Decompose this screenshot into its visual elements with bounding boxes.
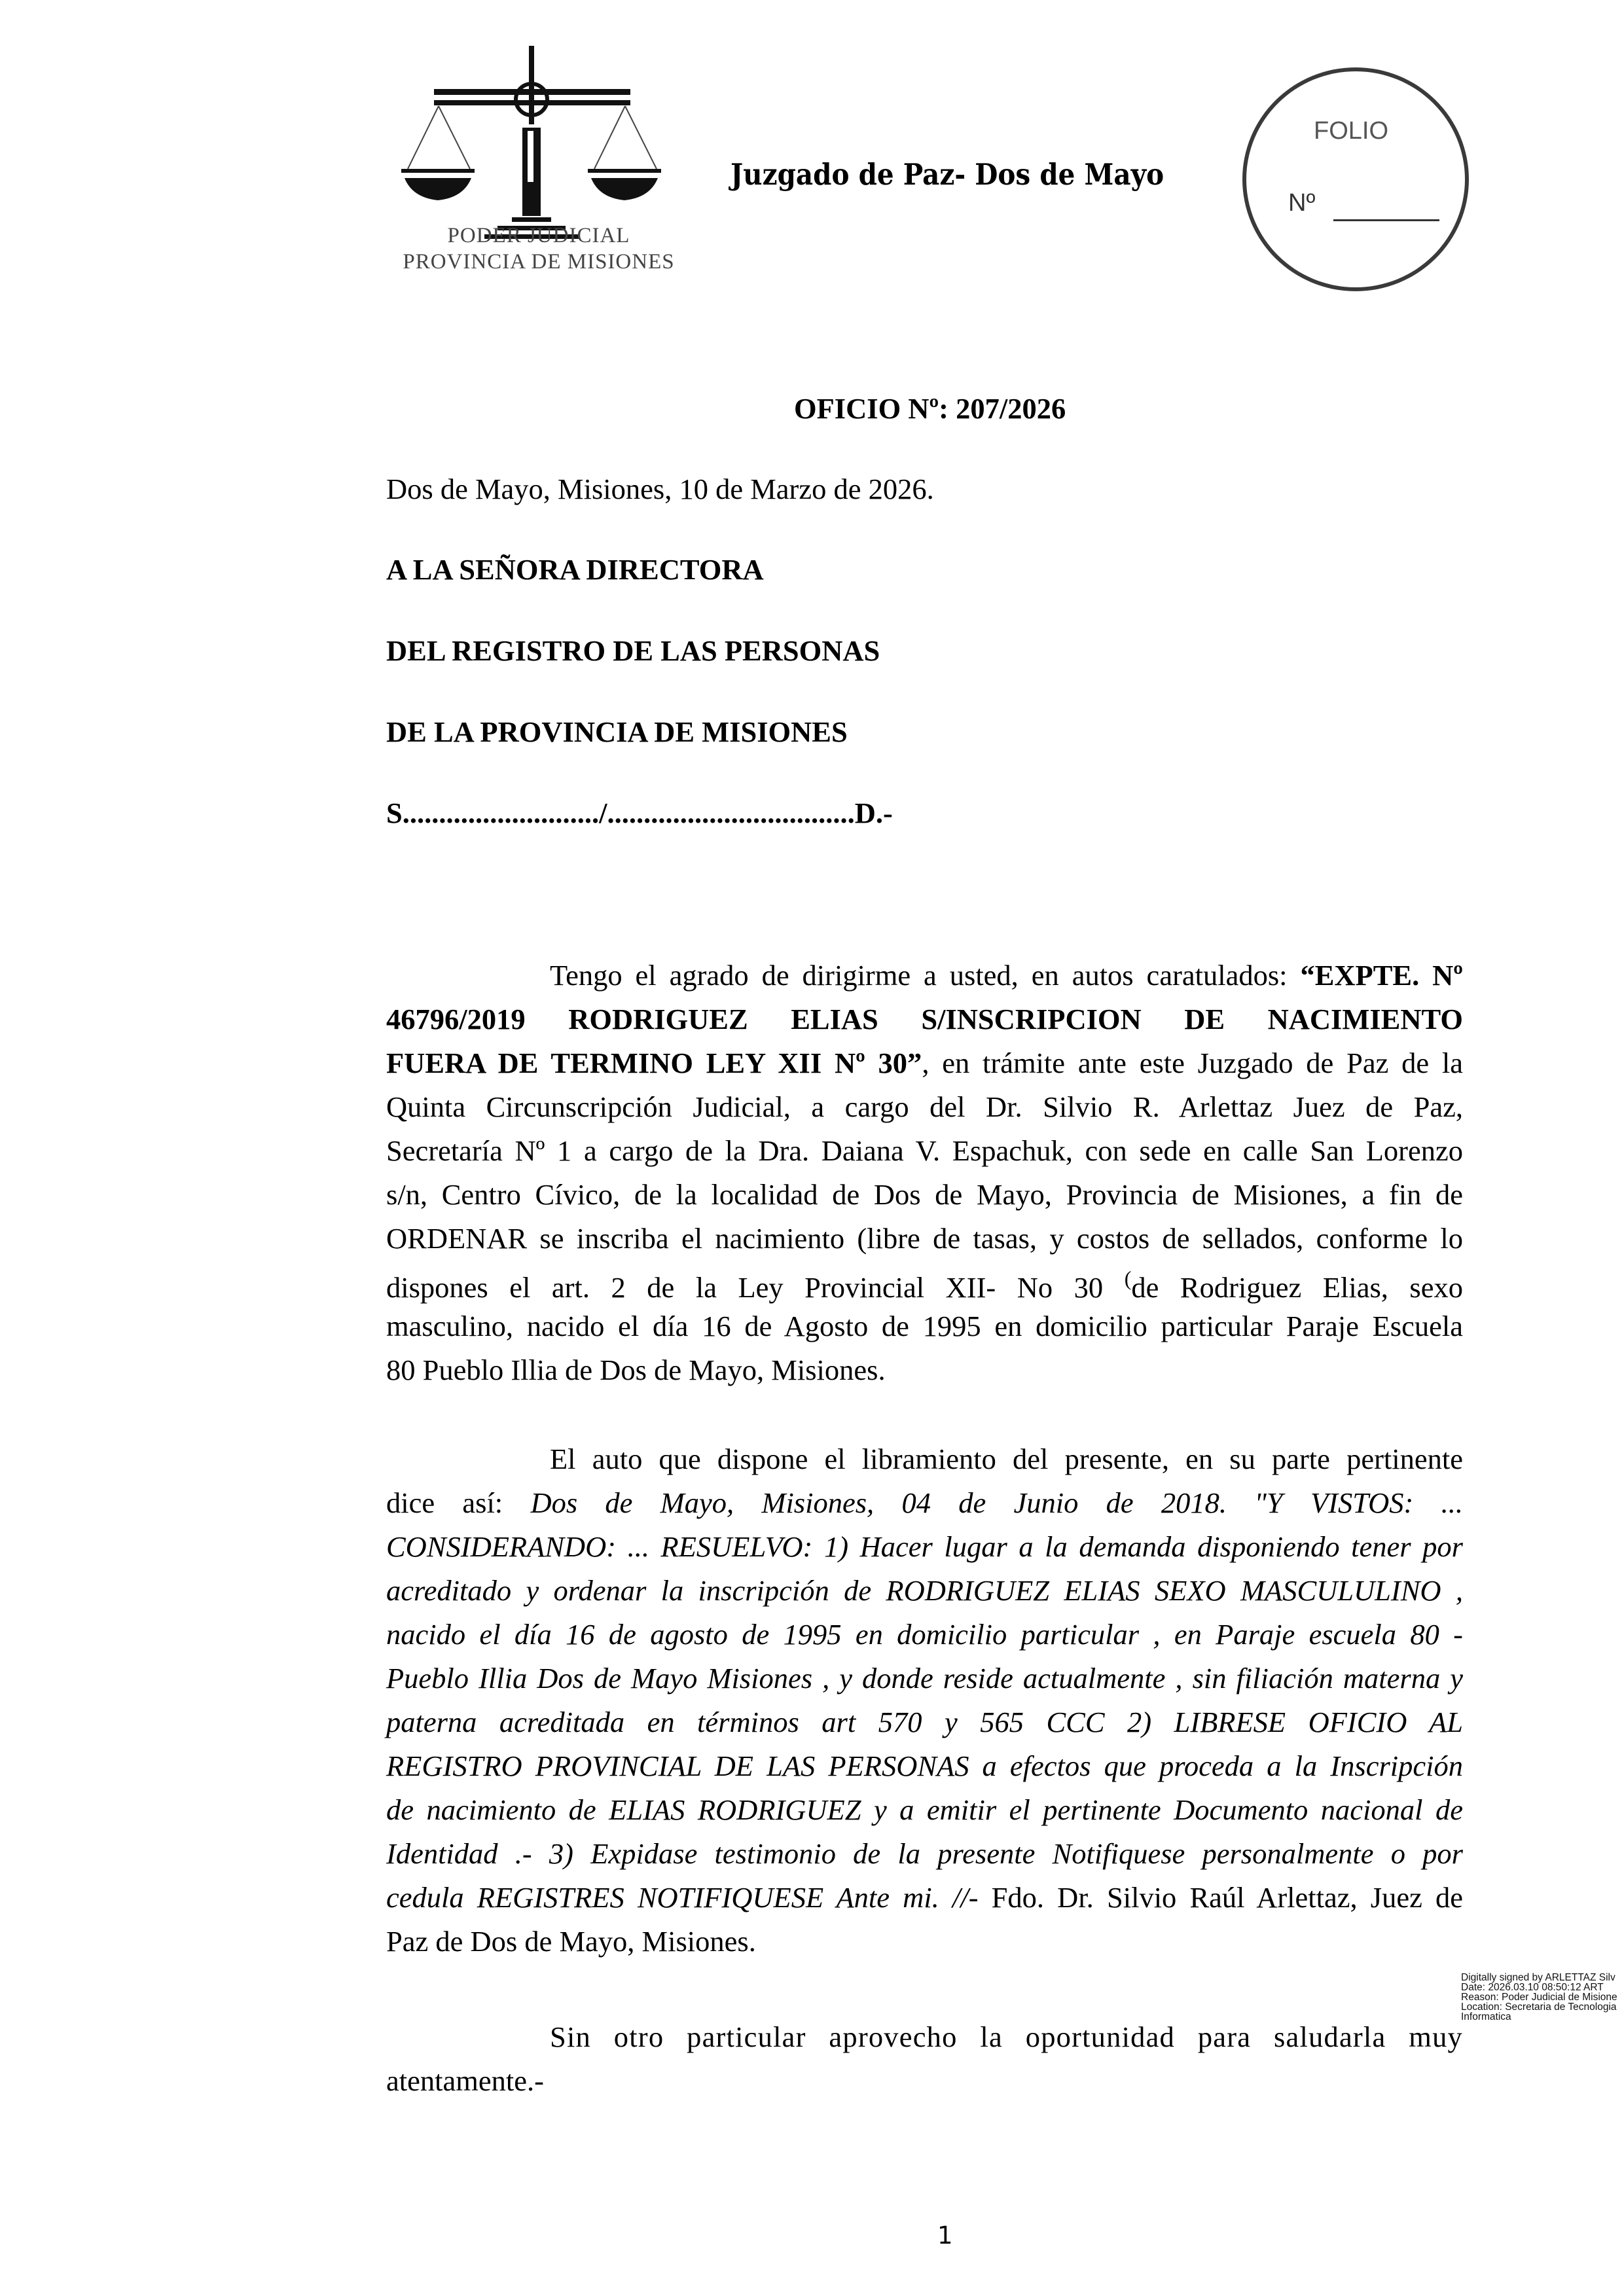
signature-location: Location: Secretaria de Tecnologia [1461,2001,1617,2013]
folio-number-blank [1333,219,1439,221]
paragraph-2-line: paterna acreditada en términos art 570 y 565 CCC 2) LIBRESE OFICIO AL [386,1706,1463,1738]
paragraph-1-line: 46796/2019 RODRIGUEZ ELIAS S/INSCRIPCION DE NACIMIENTO [386,1003,1463,1035]
paragraph-2-line: Pueblo Illia Dos de Mayo Misiones , y donde reside actualmente , sin filiación materna y [386,1662,1463,1695]
signature-signed-by: Digitally signed by ARLETTAZ Silv [1461,1972,1615,1983]
paragraph-1-line: dispones el art. 2 de la Ley Provincial XII- No 30 (de Rodriguez Elias, sexo [386,1266,1463,1304]
salutation-sd: S.........................../..................................D.- [386,797,893,829]
closing-line-2: atentamente.- [386,2064,544,2097]
paragraph-2-line: Identidad .- 3) Expidase testimonio de la presente Notifiquese personalmente o por [386,1837,1463,1870]
folio-number-label: Nº [1288,189,1316,217]
paragraph-1-line: FUERA DE TERMINO LEY XII Nº 30”, en trámite ante este Juzgado de Paz de la [386,1047,1464,1079]
paragraph-2-line: cedula REGISTRES NOTIFIQUESE Ante mi. //- Fdo. Dr. Silvio Raúl Arlettaz, Juez de [386,1881,1463,1914]
paragraph-1-line: ORDENAR se inscriba el nacimiento (libre de tasas, y costos de sellados, conforme lo [386,1222,1463,1255]
paragraph-2-line: acreditado y ordenar la inscripción de RODRIGUEZ ELIAS SEXO MASCULULINO , [386,1574,1463,1607]
paragraph-1-line: 80 Pueblo Illia de Dos de Mayo, Misiones. [386,1354,886,1386]
addressee-line-2: DEL REGISTRO DE LAS PERSONAS [386,634,880,667]
paragraph-2-line: REGISTRO PROVINCIAL DE LAS PERSONAS a efectos que proceda a la Inscripción [386,1749,1463,1782]
paragraph-1-line: Tengo el agrado de dirigirme a usted, en autos caratulados: “EXPTE. Nº [550,959,1463,992]
paragraph-2-line: dice así: Dos de Mayo, Misiones, 04 de Junio de 2018. "Y VISTOS: ... [386,1486,1463,1519]
paragraph-1-line: s/n, Centro Cívico, de la localidad de Dos de Mayo, Provincia de Misiones, a fin de [386,1178,1463,1211]
logo-text-poder-judicial: PODER JUDICIAL [447,224,630,247]
closing-line-1: Sin otro particular aprovecho la oportunidad para saludarla muy [550,2020,1463,2053]
paragraph-2-line: de nacimiento de ELIAS RODRIGUEZ y a emitir el pertinente Documento nacional de [386,1793,1463,1826]
paragraph-1-line: Secretaría Nº 1 a cargo de la Dra. Daiana V. Espachuk, con sede en calle San Lorenzo [386,1134,1463,1167]
place-date: Dos de Mayo, Misiones, 10 de Marzo de 2026. [386,473,934,505]
logo-text-provincia: PROVINCIA DE MISIONES [403,250,675,274]
paragraph-2-line: nacido el día 16 de agosto de 1995 en domicilio particular , en Paraje escuela 80 - [386,1618,1463,1651]
paragraph-1-line: masculino, nacido el día 16 de Agosto de 1995 en domicilio particular Paraje Escuela [386,1310,1463,1342]
folio-stamp [1242,67,1469,291]
oficio-number: OFICIO Nº: 207/2026 [794,392,1066,425]
page-number: 1 [937,2221,953,2250]
expediente-ref: “EXPTE. Nº [1300,959,1463,992]
addressee-line-3: DE LA PROVINCIA DE MISIONES [386,715,848,748]
paragraph-2-line: CONSIDERANDO: ... RESUELVO: 1) Hacer lugar a la demanda disponiendo tener por [386,1530,1463,1563]
court-title: Juzgado de Paz- Dos de Mayo [731,157,1164,192]
digital-signature-block [1461,1973,1617,2022]
signature-reason: Reason: Poder Judicial de Misione [1461,1992,1617,2003]
folio-label: FOLIO [1313,117,1389,145]
paragraph-2-line: Paz de Dos de Mayo, Misiones. [386,1925,756,1958]
poder-judicial-logo [398,39,679,288]
paragraph-1-line: Quinta Circunscripción Judicial, a cargo del Dr. Silvio R. Arlettaz Juez de Paz, [386,1090,1463,1123]
addressee-line-1: A LA SEÑORA DIRECTORA [386,553,764,586]
signature-location-cont: Informatica [1461,2011,1511,2022]
paragraph-2-line: El auto que dispone el libramiento del presente, en su parte pertinente [550,1443,1463,1475]
signature-date: Date: 2026.03.10 08:50:12 ART [1461,1982,1604,1993]
